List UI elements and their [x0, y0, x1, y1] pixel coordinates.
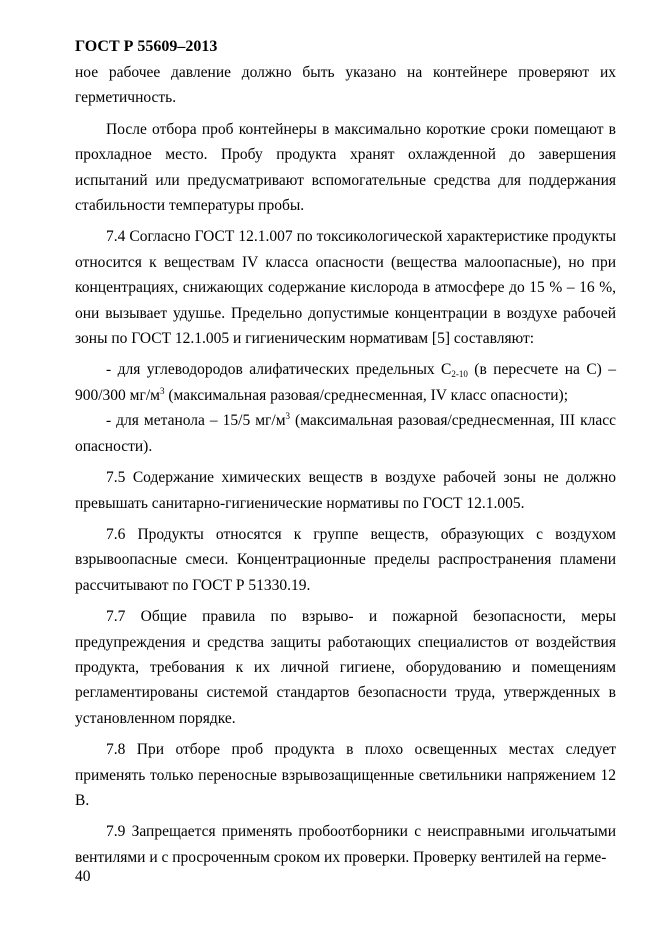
- hydrocarbons-text-c: (максимальная разовая/среднесменная, IV класс опасности);: [164, 386, 568, 404]
- paragraph-7-6: 7.6 Продукты относятся к группе веществ, образующих с воздухом взрывоопасные смеси. Концентрационные пределы распространения пламени рассчитывают по ГОСТ Р 51330.19.: [75, 525, 616, 594]
- paragraph-hydrocarbons-limit: [75, 357, 616, 408]
- methanol-text-a: - для метанола – 15/5 мг/м: [106, 412, 286, 430]
- paragraph-continuation: ное рабочее давление должно быть указано на контейнере проверяют их герметичность.: [75, 64, 616, 107]
- document-body: [75, 60, 616, 870]
- paragraph-7-9: 7.9 Запрещается применять пробоотборники с неисправными игольчатыми вентилями и с просроченным сроком их проверки. Проверку вентилей на герме-: [75, 823, 616, 866]
- paragraph-7-7: 7.7 Общие правила по взрыво- и пожарной безопасности, меры предупреждения и средства защиты работающих специалистов от воздействия продукта, требования к их личной гигиене, оборудованию и помещениям регламентированы системой стандартов безопасности труда, утвержденных в установленном порядке.: [75, 608, 616, 727]
- paragraph-7-4: 7.4 Согласно ГОСТ 12.1.007 по токсикологической характеристике продукты относится к веществам IV класса опасности (вещества малоопасные), но при концентрациях, снижающих содержание кислорода в атмосфере до 15 % – 16 %, они вызывает удушье. Предельно допустимые концентрации в воздухе рабочей зоны по ГОСТ 12.1.005 и гигиеническим нормативам [5] составляют:: [75, 228, 616, 348]
- hydrocarbons-text-a: - для углеводородов алифатических предельных С: [106, 361, 452, 379]
- carbon-range-subscript: 2-10: [451, 369, 468, 380]
- paragraph-sample-storage: После отбора проб контейнеры в максимально короткие сроки помещают в прохладное место. Пробу продукта хранят охлажденной до завершения испытаний или предусматривают вспомогательные средства для поддержания стабильности температуры пробы.: [75, 120, 616, 215]
- document-header: ГОСТ Р 55609–2013: [75, 38, 218, 55]
- paragraph-7-8: 7.8 При отборе проб продукта в плохо освещенных местах следует применять только переносные взрывозащищенные светильники напряжением 12 В.: [75, 741, 616, 809]
- paragraph-methanol-limit: [75, 408, 616, 459]
- cubic-superscript: 3: [285, 411, 291, 422]
- methanol-text-b: (максимальная разовая/среднесменная, III класс опасности).: [75, 412, 616, 455]
- page-number: 40: [75, 868, 91, 885]
- paragraph-7-5: 7.5 Содержание химических веществ в воздухе рабочей зоны не должно превышать санитарно-гигиенические нормативы по ГОСТ 12.1.005.: [75, 469, 616, 512]
- hydrocarbons-text-b: (в пересчете на С) – 900/300 мг/м: [75, 361, 616, 404]
- cubic-superscript: 3: [159, 385, 165, 396]
